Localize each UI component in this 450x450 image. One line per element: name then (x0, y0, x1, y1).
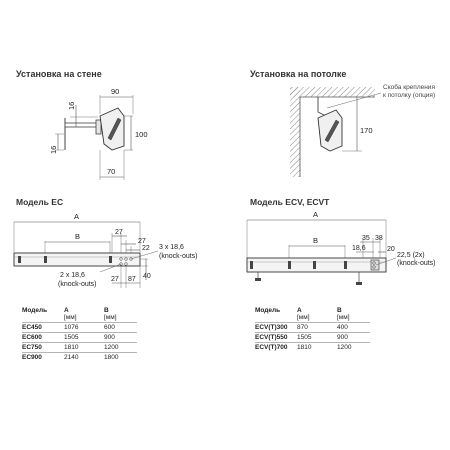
ecv-heater-body (247, 258, 386, 272)
ceiling-wall-hatch (290, 87, 300, 177)
ecv-row-model: ECV(T)550 (255, 333, 297, 343)
ec-bracket-left (44, 256, 47, 263)
ec-col-a: A [мм] (64, 307, 77, 321)
wall-bracket-plate (96, 120, 101, 134)
ecv-bracket-mid (313, 261, 316, 269)
table-row (255, 343, 370, 353)
ecv-dim-b: B (313, 236, 319, 245)
ecv-col-a: A [мм] (297, 307, 310, 321)
ec-dim-a: A (74, 212, 80, 221)
ecv-spec-table (255, 306, 370, 352)
ec-dim-87: 87 (128, 276, 136, 283)
ecv-dim-a: A (313, 210, 319, 219)
ec-dim-22: 22 (142, 245, 150, 252)
ec-heater-body (14, 253, 140, 266)
ec-table-header (22, 306, 137, 323)
model-ec-drawing (14, 212, 198, 288)
ec-knockouts-2: 2 x 18,6 (60, 272, 85, 279)
ecv-knockouts: 22,5 (2x) (397, 252, 425, 259)
ec-row-model: EC750 (22, 343, 64, 353)
ecv-col-model: Модель (255, 307, 281, 314)
ec-row-b: 900 (104, 333, 137, 343)
wall-dim-16-lower: 16 (49, 145, 58, 154)
ec-dim-27-bottom: 27 (111, 276, 119, 283)
wall-dim-100: 100 (135, 130, 148, 139)
ec-dim-40: 40 (143, 273, 151, 280)
ec-knockouts-3: 3 x 18,6 (159, 244, 184, 251)
ec-row-a: 1076 (64, 323, 104, 333)
ec-row-b: 600 (104, 323, 137, 333)
ceiling-note-line-2: к потолку (опция) (383, 92, 436, 99)
ec-row-a: 1505 (64, 333, 104, 343)
ecv-bracket-right (344, 261, 347, 269)
ec-col-b: B [мм] (104, 307, 117, 321)
ec-row-model: EC600 (22, 333, 64, 343)
ec-row-a: 1810 (64, 343, 104, 353)
table-row (22, 343, 137, 353)
ec-dim-27-mid: 27 (138, 238, 146, 245)
ceiling-dim-170: 170 (360, 126, 373, 135)
ec-col-model: Модель (22, 307, 48, 314)
ceiling-mount-title: Установка на потолке (250, 69, 347, 79)
ec-dim-27-top: 27 (115, 229, 123, 236)
ec-knockouts-2-sub: (knock-outs) (58, 281, 97, 288)
ecv-row-model: ECV(T)700 (255, 343, 297, 353)
table-row (22, 323, 137, 333)
ecv-row-b: 1200 (337, 343, 370, 353)
ceiling-mount-drawing (290, 87, 381, 177)
wall-dim-16-upper: 16 (67, 101, 76, 110)
ec-row-b: 1800 (104, 353, 137, 363)
ceiling-hatch (290, 87, 375, 97)
ecv-dim-18-6: 18,6 (352, 245, 366, 252)
ecv-row-b: 900 (337, 333, 370, 343)
ecv-col-b: B [мм] (337, 307, 350, 321)
ecv-row-a: 1505 (297, 333, 337, 343)
ecv-row-b: 400 (337, 323, 370, 333)
ecv-foot-left (255, 278, 261, 281)
wall-dim-70: 70 (107, 167, 116, 176)
table-row (255, 323, 370, 333)
ecv-foot-right (356, 282, 362, 285)
wall-bracket-arm (65, 123, 101, 127)
ec-spec-table (22, 306, 137, 362)
ecv-dim-20: 20 (387, 246, 395, 253)
table-row (22, 353, 137, 363)
ec-end-left (18, 256, 21, 263)
ec-knockouts-3-sub: (knock-outs) (159, 253, 198, 260)
wall-mount-drawing (49, 87, 148, 180)
ec-bracket-right (109, 256, 112, 263)
ecv-row-a: 1810 (297, 343, 337, 353)
wall-dim-90: 90 (111, 87, 120, 96)
model-ecv-drawing (247, 210, 436, 285)
ecv-dim-38: 38 (375, 235, 383, 242)
table-row (22, 333, 137, 343)
ec-row-a: 2140 (64, 353, 104, 363)
ec-row-b: 1200 (104, 343, 137, 353)
ecv-end-left (250, 261, 253, 269)
ecv-control-box (371, 260, 379, 270)
ec-row-model: EC450 (22, 323, 64, 333)
wall-heater-body (100, 108, 124, 150)
ec-row-model: EC900 (22, 353, 64, 363)
ecv-bracket-left (288, 261, 291, 269)
wall-mount-title: Установка на стене (16, 69, 102, 79)
table-row (255, 333, 370, 343)
ecv-table-header (255, 306, 370, 323)
model-ecv-title: Модель ECV, ECVT (250, 197, 330, 207)
ecv-dim-35: 35 (362, 235, 370, 242)
ecv-row-a: 870 (297, 323, 337, 333)
ecv-row-model: ECV(T)300 (255, 323, 297, 333)
ec-dim-b: B (75, 232, 81, 241)
model-ec-title: Модель EC (16, 197, 64, 207)
ceiling-bracket (318, 97, 326, 116)
ecv-knockouts-sub: (knock-outs) (397, 260, 436, 267)
ceiling-note-line-1: Скоба крепления (383, 84, 435, 91)
